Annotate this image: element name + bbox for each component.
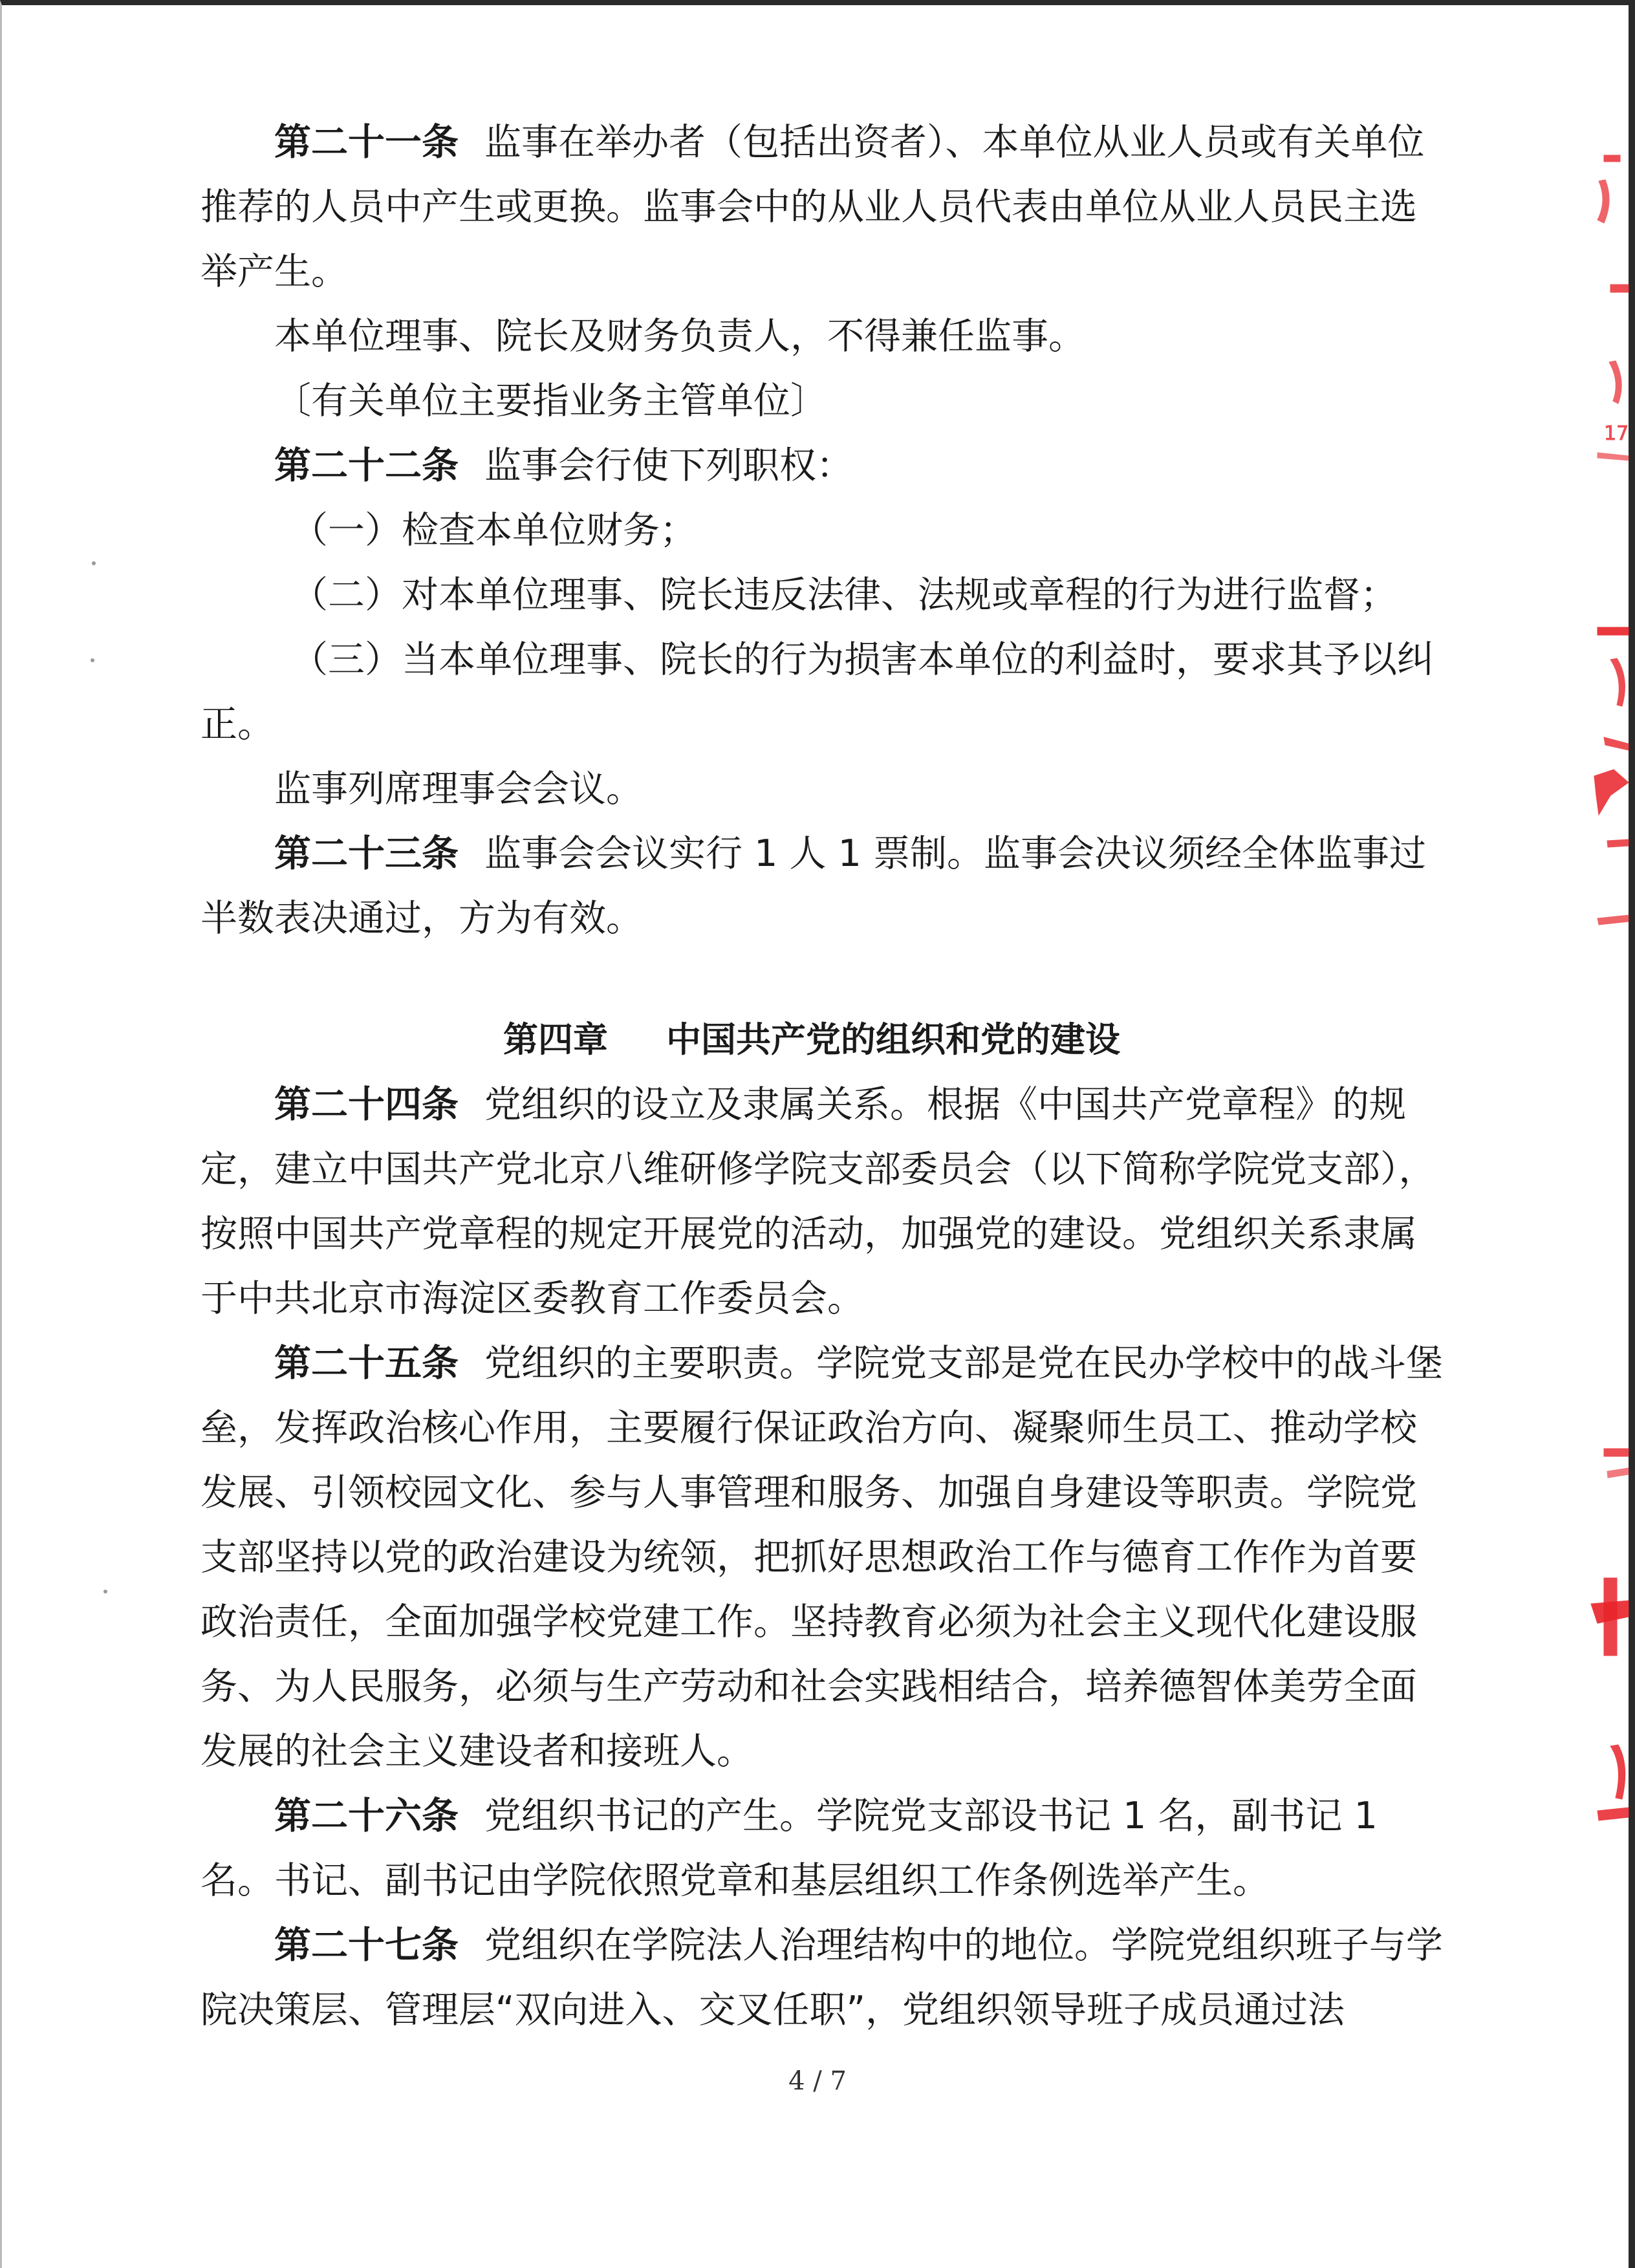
article-text: 党组织书记的产生。学院党支部设书记 1 名，副书记 1 名。书记、副书记由学院依照党章和基层组织工作条例选举产生。 (200, 1795, 1378, 1902)
article-21 (200, 110, 1449, 304)
article-number: 第二十五条 (274, 1342, 459, 1385)
article-number: 第二十三条 (274, 832, 459, 875)
article-text: 监事会会议实行 1 人 1 票制。监事会决议须经全体监事过半数表决通过，方为有效。 (200, 832, 1427, 940)
paragraph: 本单位理事、院长及财务负责人，不得兼任监事。 (274, 315, 1085, 358)
article-number: 第二十六条 (274, 1795, 459, 1837)
article-27 (200, 1913, 1449, 2042)
red-seal-fragments (1559, 129, 1630, 1875)
article-26 (200, 1784, 1449, 1913)
article-24 (200, 1072, 1449, 1331)
paragraph: 监事列席理事会会议。 (274, 768, 643, 810)
article-text: 党组织的设立及隶属关系。根据《中国共产党章程》的规定，建立中国共产党北京八维研修学院支部委员会（以下简称学院党支部），按照中国共产党章程的规定开展党的活动，加强党的建设。党组织关系隶属于中共北京市海淀区委教育工作委员会。 (200, 1083, 1436, 1320)
article-25 (200, 1331, 1449, 1784)
svg-text:17: 17 (1604, 422, 1629, 445)
paragraph: 〔有关单位主要指业务主管单位〕 (274, 380, 827, 422)
article-number: 第二十二条 (274, 444, 459, 487)
document-body (200, 110, 1449, 2042)
article-text: 监事会行使下列职权： (484, 444, 853, 487)
chapter-title: 中国共产党的组织和党的建设 (666, 1019, 1120, 1060)
article-22 (200, 433, 1449, 498)
article-text: 监事在举办者（包括出资者）、本单位从业人员或有关单位推荐的人员中产生或更换。监事会中的从业人员代表由单位从业人员民主选举产生。 (200, 121, 1425, 293)
scan-speck (91, 658, 94, 662)
list-item: （三）当本单位理事、院长的行为损害本单位的利益时，要求其予以纠正。 (200, 638, 1434, 746)
article-23 (200, 821, 1449, 951)
article-number: 第二十四条 (274, 1083, 459, 1126)
chapter-heading (200, 1008, 1449, 1072)
chapter-number: 第四章 (503, 1019, 608, 1060)
article-number: 第二十七条 (274, 1924, 459, 1967)
scan-speck (92, 561, 96, 565)
article-text: 党组织的主要职责。学院党支部是党在民办学校中的战斗堡垒，发挥政治核心作用，主要履行保证政治方向、凝聚师生员工、推动学校发展、引领校园文化、参与人事管理和服务、加强自身建设等职责。学院党支部坚持以党的政治建设为统领，把抓好思想政治工作与德育工作作为首要政治责任，全面加强学校党建工作。坚持教育必须为社会主义现代化建设服务、为人民服务，必须与生产劳动和社会实践相结合，培养德智体美劳全面发展的社会主义建设者和接班人。 (200, 1342, 1443, 1773)
list-item: （二）对本单位理事、院长违反法律、法规或章程的行为进行监督； (291, 574, 1397, 616)
list-item: （一）检查本单位财务； (291, 509, 697, 552)
article-text: 党组织在学院法人治理结构中的地位。学院党组织班子与学院决策层、管理层“双向进入、交叉任职”，党组织领导班子成员通过法 (200, 1924, 1443, 2031)
article-number: 第二十一条 (274, 121, 459, 164)
scan-speck (103, 1590, 107, 1593)
page-number: 4 / 7 (788, 2066, 847, 2096)
